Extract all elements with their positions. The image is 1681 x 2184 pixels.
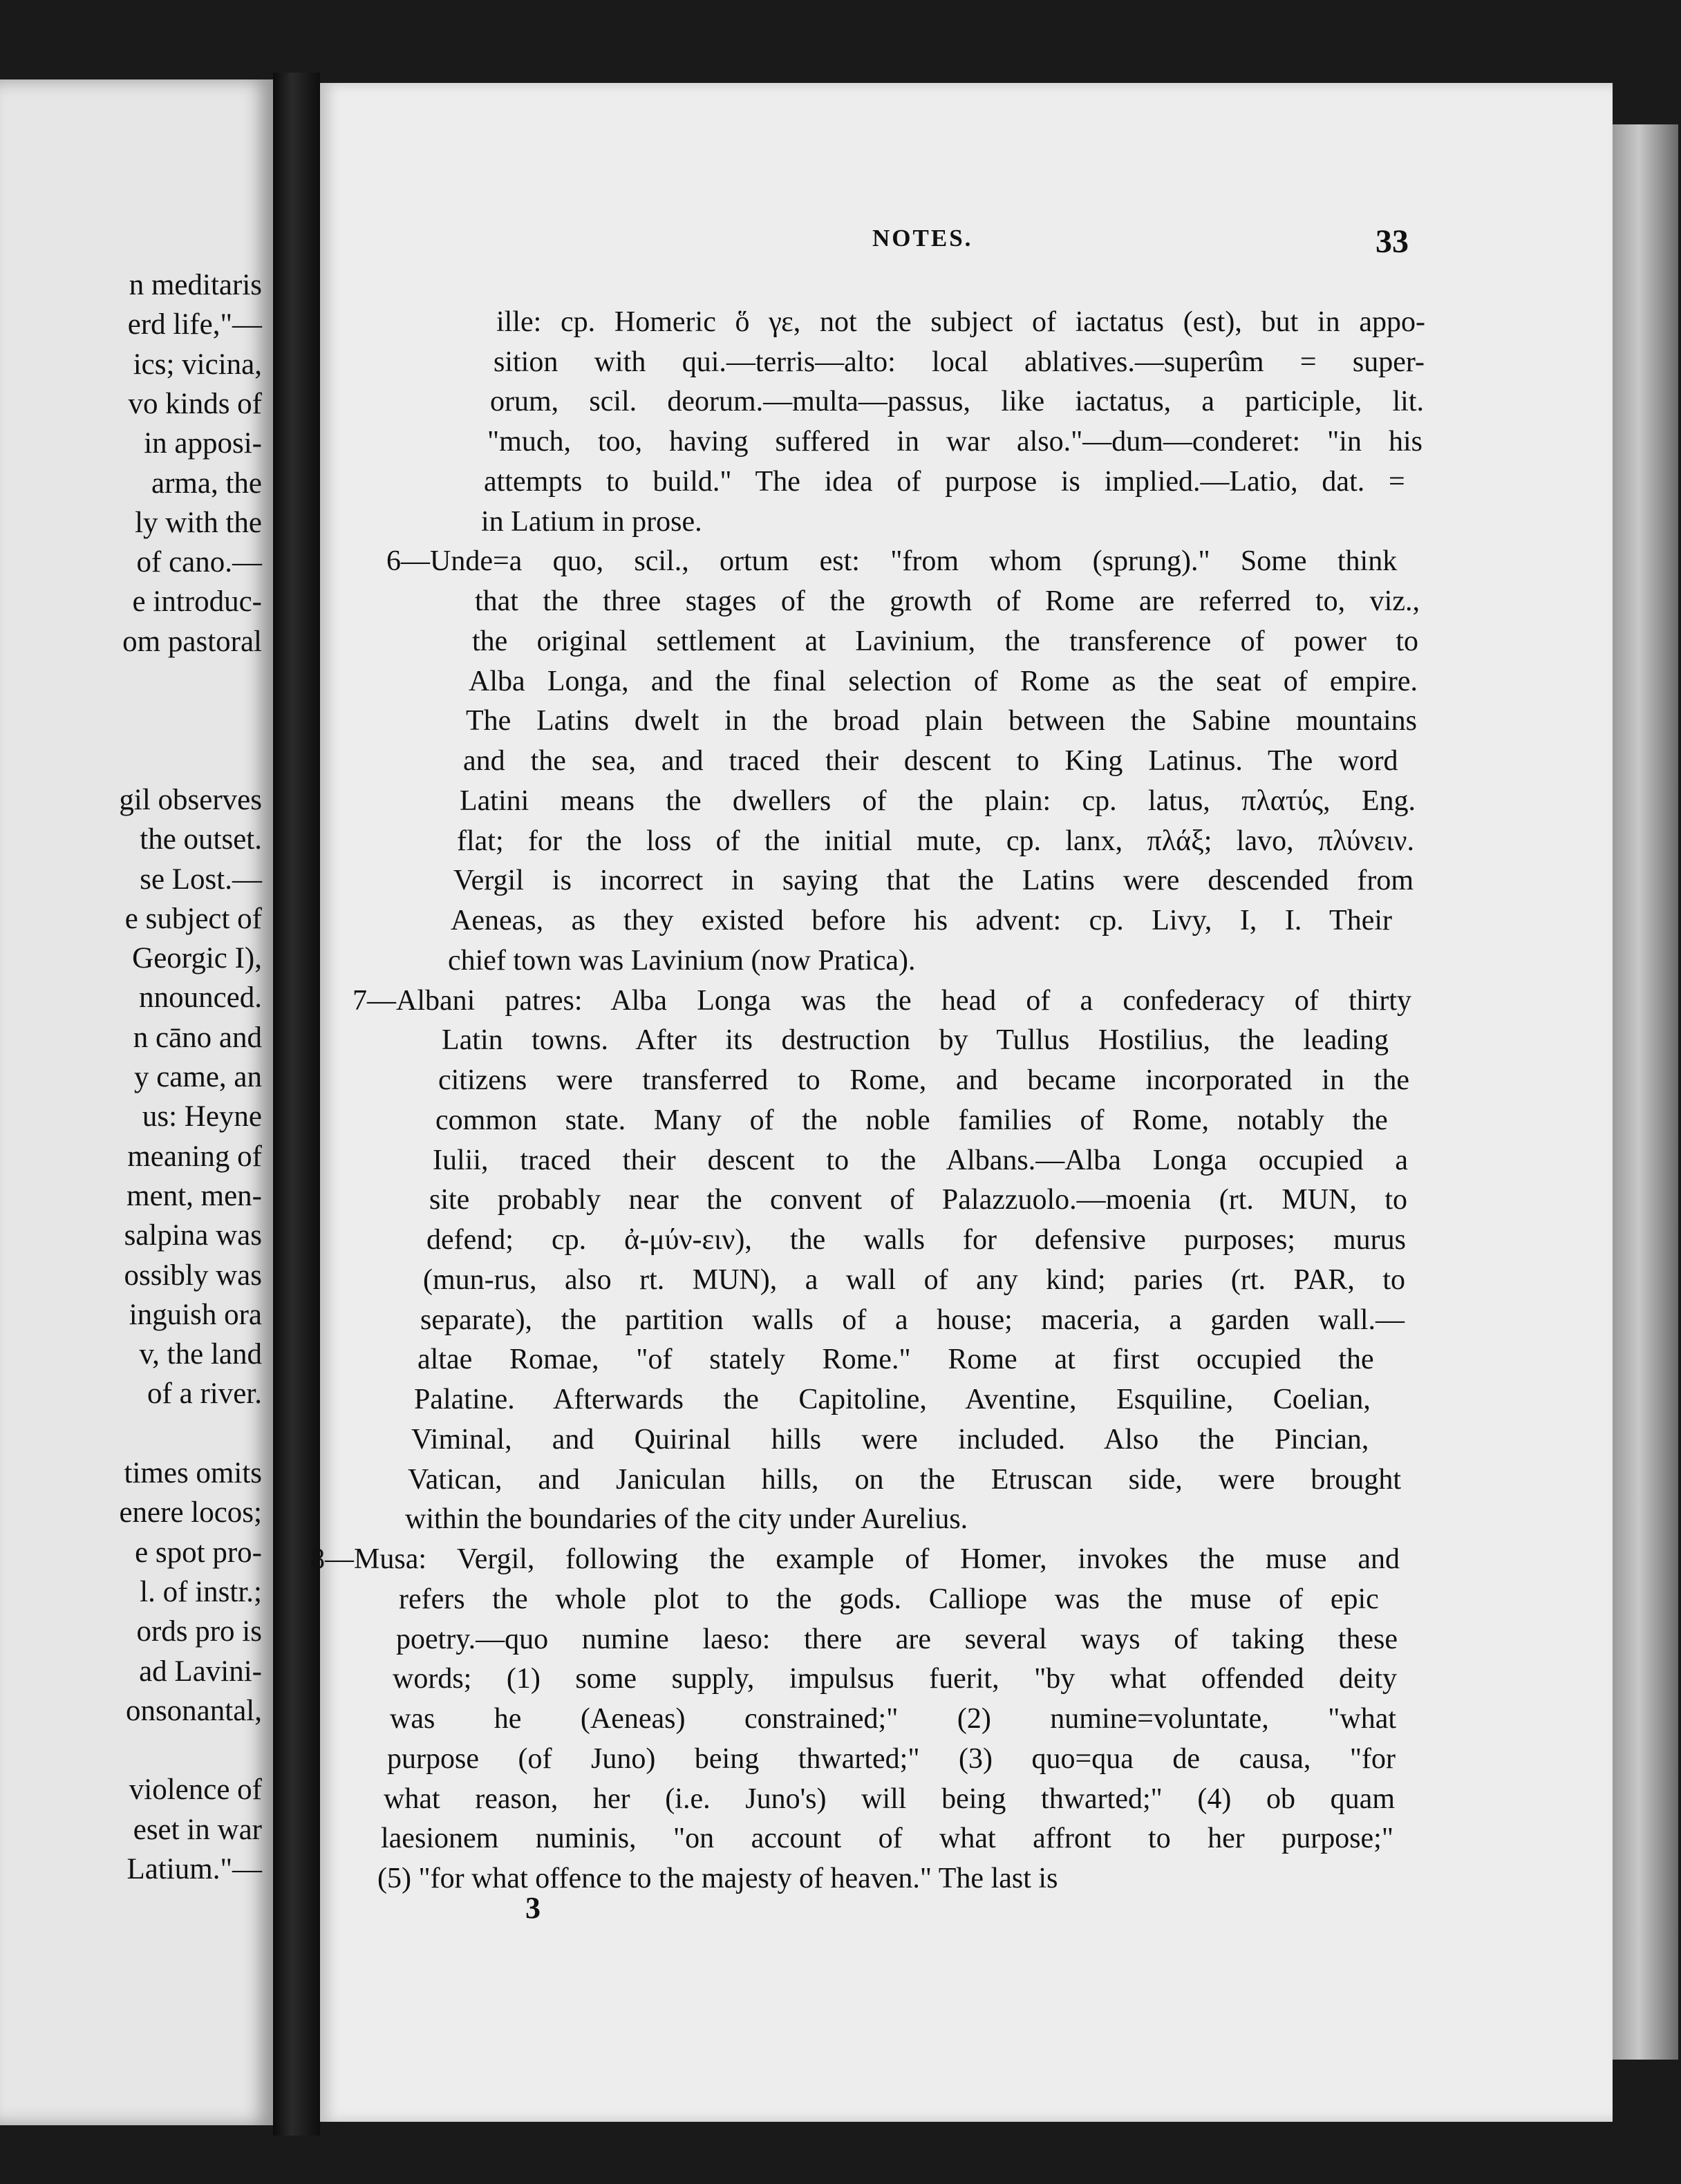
note-entry-start-line: 8—Musa: Vergil, following the example of Homer, invokes the muse and (310, 1543, 1400, 1576)
left-page-line: times omits (124, 1457, 262, 1489)
note-text-line: words; (1) some supply, impulsus fuerit, "by what offended deity (393, 1663, 1397, 1695)
note-text-line: was he (Aeneas) constrained;" (2) numine=voluntate, "what (390, 1703, 1396, 1735)
note-text-line: laesionem numinis, "on account of what affront to her purpose;" (381, 1823, 1393, 1855)
note-text-line: Vatican, and Janiculan hills, on the Etruscan side, were brought (408, 1463, 1401, 1496)
left-page-line: us: Heyne (142, 1100, 262, 1133)
left-page-line: ossibly was (124, 1259, 262, 1292)
left-page-line: y came, an (133, 1061, 262, 1093)
left-page-line: Georgic I), (132, 942, 262, 975)
note-text-line: Iulii, traced their descent to the Albans.—Alba Longa occupied a (433, 1144, 1408, 1176)
note-text-line: purpose (of Juno) being thwarted;" (3) quo=qua de causa, "for (387, 1742, 1396, 1775)
left-page-line: of a river. (147, 1377, 262, 1411)
note-text-line: Alba Longa, and the final selection of Rome as the seat of empire. (469, 665, 1418, 697)
note-text-line: poetry.—quo numine laeso: there are several ways of taking these (396, 1623, 1398, 1655)
note-text-line: attempts to build." The idea of purpose is implied.—Latio, dat. = (484, 465, 1405, 498)
note-text-line: what reason, her (i.e. Juno's) will being thwarted;" (4) ob quam (384, 1782, 1395, 1815)
note-text-line: (5) "for what offence to the majesty of heaven." The last is (377, 1863, 1058, 1894)
left-page-line: meaning of (127, 1140, 262, 1173)
note-text-line: site probably near the convent of Palazzuolo.—moenia (rt. MUN, to (429, 1184, 1407, 1216)
left-page-line: se Lost.— (140, 863, 262, 896)
left-page-line: e introduc- (132, 585, 262, 619)
book-gutter (273, 73, 320, 2136)
left-page-line: nnounced. (139, 981, 262, 1015)
page-edges (1613, 124, 1678, 2060)
left-page-line: the outset. (140, 823, 262, 856)
left-page-line: e subject of (124, 902, 262, 935)
note-text-line: Latini means the dwellers of the plain: cp. latus, πλατύς, Eng. (460, 784, 1416, 817)
note-text-line: chief town was Lavinium (now Pratica). (448, 944, 916, 977)
note-text-line: the original settlement at Lavinium, the transference of power to (472, 625, 1418, 657)
left-page-line: arma, the (151, 467, 262, 500)
left-page-line: n meditaris (129, 269, 262, 301)
note-text-line: Aeneas, as they existed before his advent: cp. Livy, I, I. Their (451, 905, 1393, 937)
left-page-line: e spot pro- (135, 1536, 262, 1569)
running-header: NOTES. (872, 225, 973, 252)
left-page-line: violence of (129, 1773, 262, 1807)
note-text-line: Latin towns. After its destruction by Tullus Hostilius, the leading (442, 1024, 1389, 1057)
left-page-line: ly with the (135, 506, 262, 539)
left-page-line: l. of instr.; (140, 1575, 262, 1608)
note-entry-start-line: 7—Albani patres: Alba Longa was the head of a confederacy of thirty (353, 984, 1411, 1017)
left-page-line: vo kinds of (128, 387, 262, 420)
page-number: 33 (1375, 223, 1409, 260)
left-page-line: gil observes (119, 783, 262, 816)
note-text-line: within the boundaries of the city under Aurelius. (405, 1503, 968, 1536)
note-text-line: Viminal, and Quirinal hills were included. Also the Pincian, (411, 1423, 1369, 1456)
left-page-line: inguish ora (129, 1298, 262, 1331)
note-text-line: flat; for the loss of the initial mute, cp. lanx, πλάξ; lavo, πλύνειν. (457, 825, 1414, 857)
note-text-line: altae Romae, "of stately Rome." Rome at first occupied the (417, 1344, 1374, 1376)
left-page-line: ords pro is (136, 1615, 262, 1648)
note-text-line: The Latins dwelt in the broad plain between the Sabine mountains (466, 705, 1417, 737)
left-page-line: ad Lavini- (139, 1655, 262, 1688)
note-text-line: Vergil is incorrect in saying that the Latins were descended from (453, 865, 1414, 897)
note-text-line: and the sea, and traced their descent to King Latinus. The word (463, 745, 1398, 778)
note-text-line: ille: cp. Homeric ὅ γε, not the subject of iactatus (est), but in appo- (496, 306, 1425, 338)
note-text-line: separate), the partition walls of a house; maceria, a garden wall.— (420, 1303, 1405, 1336)
note-text-line: citizens were transferred to Rome, and became incorporated in the (438, 1064, 1409, 1097)
left-page-line: om pastoral (122, 625, 262, 658)
note-text-line: refers the whole plot to the gods. Calliope was the muse of epic (399, 1583, 1379, 1615)
left-page-line: of cano.— (136, 546, 262, 579)
left-page-line: v, the land (139, 1338, 262, 1371)
note-text-line: "much, too, having suffered in war also."—dum—conderet: "in his (487, 426, 1422, 458)
note-text-line: Palatine. Afterwards the Capitoline, Aventine, Esquiline, Coelian, (414, 1384, 1371, 1416)
note-text-line: defend; cp. ἀ-μύν-ειν), the walls for defensive purposes; murus (426, 1224, 1406, 1256)
left-page-line: ics; vicina, (133, 348, 262, 381)
left-page-line: enere locos; (119, 1496, 262, 1529)
previous-page (0, 79, 273, 2125)
note-text-line: common state. Many of the noble families of Rome, notably the (435, 1104, 1388, 1136)
note-entry-start-line: 6—Unde=a quo, scil., ortum est: "from whom (sprung)." Some think (386, 545, 1398, 578)
left-page-line: onsonantal, (125, 1694, 262, 1727)
left-page-line: Latium."— (126, 1853, 262, 1885)
note-text-line: in Latium in prose. (481, 505, 702, 538)
left-page-line: ment, men- (126, 1179, 262, 1212)
left-page-line: in apposi- (144, 427, 262, 460)
note-text-line: orum, scil. deorum.—multa—passus, like iactatus, a participle, lit. (490, 386, 1424, 418)
left-page-line: eset in war (133, 1813, 262, 1846)
signature-mark: 3 (525, 1891, 541, 1925)
note-text-line: (mun-rus, also rt. MUN), a wall of any kind; paries (rt. PAR, to (423, 1263, 1405, 1296)
left-page-line: erd life,"— (127, 308, 262, 341)
note-text-line: that the three stages of the growth of Rome are referred to, viz., (475, 585, 1420, 618)
left-page-line: n cāno and (133, 1021, 262, 1054)
note-text-line: sition with qui.—terris—alto: local ablatives.—superûm = super- (494, 346, 1425, 378)
left-page-line: salpina was (124, 1219, 262, 1252)
